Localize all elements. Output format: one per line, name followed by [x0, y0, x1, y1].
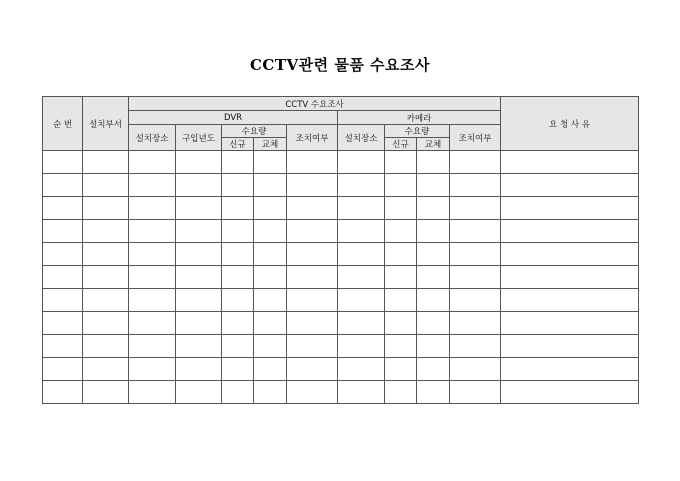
cell-reason[interactable] [501, 220, 639, 243]
cell-reason[interactable] [501, 151, 639, 174]
cell-dvr-action[interactable] [287, 289, 338, 312]
cell-cam-replace[interactable] [417, 243, 450, 266]
cell-dvr-location[interactable] [129, 151, 176, 174]
cell-dvr-new[interactable] [222, 243, 254, 266]
cell-cam-new[interactable] [385, 197, 417, 220]
cell-reason[interactable] [501, 289, 639, 312]
cell-department[interactable] [83, 243, 129, 266]
cell-department[interactable] [83, 266, 129, 289]
cell-dvr-replace[interactable] [254, 197, 287, 220]
cell-dvr-new[interactable] [222, 266, 254, 289]
cell-dvr-year[interactable] [176, 335, 222, 358]
cell-cam-location[interactable] [338, 197, 385, 220]
cell-cam-action[interactable] [450, 312, 501, 335]
cell-no[interactable] [43, 266, 83, 289]
cell-dvr-replace[interactable] [254, 335, 287, 358]
cell-cam-action[interactable] [450, 243, 501, 266]
cell-dvr-year[interactable] [176, 151, 222, 174]
cell-cam-new[interactable] [385, 151, 417, 174]
cell-dvr-year[interactable] [176, 197, 222, 220]
cell-cam-new[interactable] [385, 381, 417, 404]
cell-dvr-action[interactable] [287, 335, 338, 358]
cell-dvr-action[interactable] [287, 266, 338, 289]
cell-dvr-new[interactable] [222, 381, 254, 404]
cell-cam-action[interactable] [450, 220, 501, 243]
cell-cam-new[interactable] [385, 312, 417, 335]
cell-dvr-new[interactable] [222, 312, 254, 335]
header-cctv-survey: CCTV 수요조사 [129, 97, 501, 111]
cell-reason[interactable] [501, 358, 639, 381]
cell-no[interactable] [43, 335, 83, 358]
cell-cam-location[interactable] [338, 220, 385, 243]
cell-department[interactable] [83, 289, 129, 312]
cell-department[interactable] [83, 381, 129, 404]
cell-cam-replace[interactable] [417, 197, 450, 220]
cell-dvr-new[interactable] [222, 358, 254, 381]
cell-department[interactable] [83, 151, 129, 174]
cell-cam-replace[interactable] [417, 266, 450, 289]
cell-cam-action[interactable] [450, 358, 501, 381]
header-dvr-demand: 수요량 [222, 125, 287, 138]
cell-department[interactable] [83, 174, 129, 197]
table-row [43, 174, 639, 197]
cell-cam-action[interactable] [450, 381, 501, 404]
header-cam-replace: 교체 [417, 138, 450, 151]
cell-no[interactable] [43, 381, 83, 404]
header-camera: 카메라 [338, 111, 501, 125]
cell-dvr-replace[interactable] [254, 243, 287, 266]
cell-dvr-location[interactable] [129, 381, 176, 404]
cell-dvr-new[interactable] [222, 174, 254, 197]
table-body [43, 151, 639, 404]
cell-cam-action[interactable] [450, 289, 501, 312]
cell-no[interactable] [43, 289, 83, 312]
cell-cam-location[interactable] [338, 381, 385, 404]
cell-no[interactable] [43, 220, 83, 243]
cell-cam-location[interactable] [338, 151, 385, 174]
cell-dvr-action[interactable] [287, 381, 338, 404]
cell-department[interactable] [83, 197, 129, 220]
cell-dvr-location[interactable] [129, 174, 176, 197]
header-cam-new: 신규 [385, 138, 417, 151]
cell-dvr-location[interactable] [129, 243, 176, 266]
cell-dvr-location[interactable] [129, 266, 176, 289]
table-row [43, 312, 639, 335]
cell-cam-location[interactable] [338, 289, 385, 312]
cell-department[interactable] [83, 220, 129, 243]
cell-dvr-action[interactable] [287, 358, 338, 381]
cell-dvr-replace[interactable] [254, 358, 287, 381]
survey-table [42, 96, 639, 404]
cell-cam-replace[interactable] [417, 151, 450, 174]
cell-dvr-year[interactable] [176, 312, 222, 335]
cell-cam-action[interactable] [450, 197, 501, 220]
header-dvr-replace: 교체 [254, 138, 287, 151]
table-row [43, 335, 639, 358]
header-dvr-action: 조치여부 [287, 125, 338, 151]
cell-dvr-new[interactable] [222, 197, 254, 220]
header-dvr-new: 신규 [222, 138, 254, 151]
cell-dvr-replace[interactable] [254, 289, 287, 312]
cell-dvr-year[interactable] [176, 220, 222, 243]
cell-cam-new[interactable] [385, 358, 417, 381]
cell-dvr-location[interactable] [129, 312, 176, 335]
cell-dvr-year[interactable] [176, 243, 222, 266]
cell-dvr-action[interactable] [287, 243, 338, 266]
cell-dvr-year[interactable] [176, 289, 222, 312]
cell-no[interactable] [43, 243, 83, 266]
cell-cam-replace[interactable] [417, 381, 450, 404]
cell-no[interactable] [43, 197, 83, 220]
cell-dvr-location[interactable] [129, 335, 176, 358]
header-dvr: DVR [129, 111, 338, 125]
cell-cam-location[interactable] [338, 266, 385, 289]
cell-reason[interactable] [501, 174, 639, 197]
cell-dvr-replace[interactable] [254, 266, 287, 289]
cell-department[interactable] [83, 312, 129, 335]
page-title: CCTV관련 물품 수요조사 [249, 56, 431, 74]
header-dvr-location: 설치장소 [129, 125, 176, 151]
cell-dvr-year[interactable] [176, 174, 222, 197]
cell-cam-replace[interactable] [417, 312, 450, 335]
cell-cam-replace[interactable] [417, 289, 450, 312]
cell-cam-new[interactable] [385, 289, 417, 312]
cell-no[interactable] [43, 358, 83, 381]
cell-reason[interactable] [501, 335, 639, 358]
cell-reason[interactable] [501, 197, 639, 220]
cell-cam-action[interactable] [450, 335, 501, 358]
cell-cam-action[interactable] [450, 266, 501, 289]
cell-cam-location[interactable] [338, 335, 385, 358]
cell-dvr-action[interactable] [287, 197, 338, 220]
cell-dvr-year[interactable] [176, 266, 222, 289]
cell-dvr-new[interactable] [222, 151, 254, 174]
cell-cam-location[interactable] [338, 243, 385, 266]
cell-dvr-replace[interactable] [254, 381, 287, 404]
table-row [43, 243, 639, 266]
cell-dvr-year[interactable] [176, 358, 222, 381]
cell-cam-location[interactable] [338, 358, 385, 381]
cell-cam-new[interactable] [385, 174, 417, 197]
cell-dvr-new[interactable] [222, 220, 254, 243]
cell-reason[interactable] [501, 266, 639, 289]
table-row [43, 358, 639, 381]
table-row [43, 266, 639, 289]
cell-cam-replace[interactable] [417, 220, 450, 243]
table-header [43, 97, 639, 151]
cell-dvr-location[interactable] [129, 220, 176, 243]
cell-dvr-action[interactable] [287, 174, 338, 197]
cell-dvr-replace[interactable] [254, 220, 287, 243]
cell-no[interactable] [43, 312, 83, 335]
table-row [43, 151, 639, 174]
header-no: 순 번 [43, 97, 83, 151]
cell-cam-replace[interactable] [417, 358, 450, 381]
cell-reason[interactable] [501, 312, 639, 335]
header-dvr-year: 구입년도 [176, 125, 222, 151]
cell-no[interactable] [43, 151, 83, 174]
table-row [43, 381, 639, 404]
cell-cam-new[interactable] [385, 220, 417, 243]
cell-cam-action[interactable] [450, 174, 501, 197]
header-cam-demand: 수요량 [385, 125, 450, 138]
cell-cam-location[interactable] [338, 174, 385, 197]
cell-reason[interactable] [501, 381, 639, 404]
cell-cam-location[interactable] [338, 312, 385, 335]
cell-dvr-action[interactable] [287, 151, 338, 174]
cell-dvr-action[interactable] [287, 220, 338, 243]
cell-department[interactable] [83, 335, 129, 358]
cell-no[interactable] [43, 174, 83, 197]
cell-cam-new[interactable] [385, 243, 417, 266]
cell-dvr-action[interactable] [287, 312, 338, 335]
table-row [43, 220, 639, 243]
cell-dvr-location[interactable] [129, 197, 176, 220]
cell-dvr-new[interactable] [222, 335, 254, 358]
cell-dvr-location[interactable] [129, 358, 176, 381]
cell-cam-replace[interactable] [417, 335, 450, 358]
table-row [43, 197, 639, 220]
cell-dvr-new[interactable] [222, 289, 254, 312]
cell-reason[interactable] [501, 243, 639, 266]
cell-dvr-replace[interactable] [254, 312, 287, 335]
cell-dvr-year[interactable] [176, 381, 222, 404]
cell-dvr-replace[interactable] [254, 151, 287, 174]
cell-cam-new[interactable] [385, 266, 417, 289]
cell-dvr-location[interactable] [129, 289, 176, 312]
header-cam-location: 설치장소 [338, 125, 385, 151]
header-department: 설치부서 [83, 97, 129, 151]
cell-dvr-replace[interactable] [254, 174, 287, 197]
header-reason: 요 청 사 유 [501, 97, 639, 151]
header-cam-action: 조치여부 [450, 125, 501, 151]
table-row [43, 289, 639, 312]
cell-department[interactable] [83, 358, 129, 381]
cell-cam-action[interactable] [450, 151, 501, 174]
cell-cam-replace[interactable] [417, 174, 450, 197]
cell-cam-new[interactable] [385, 335, 417, 358]
